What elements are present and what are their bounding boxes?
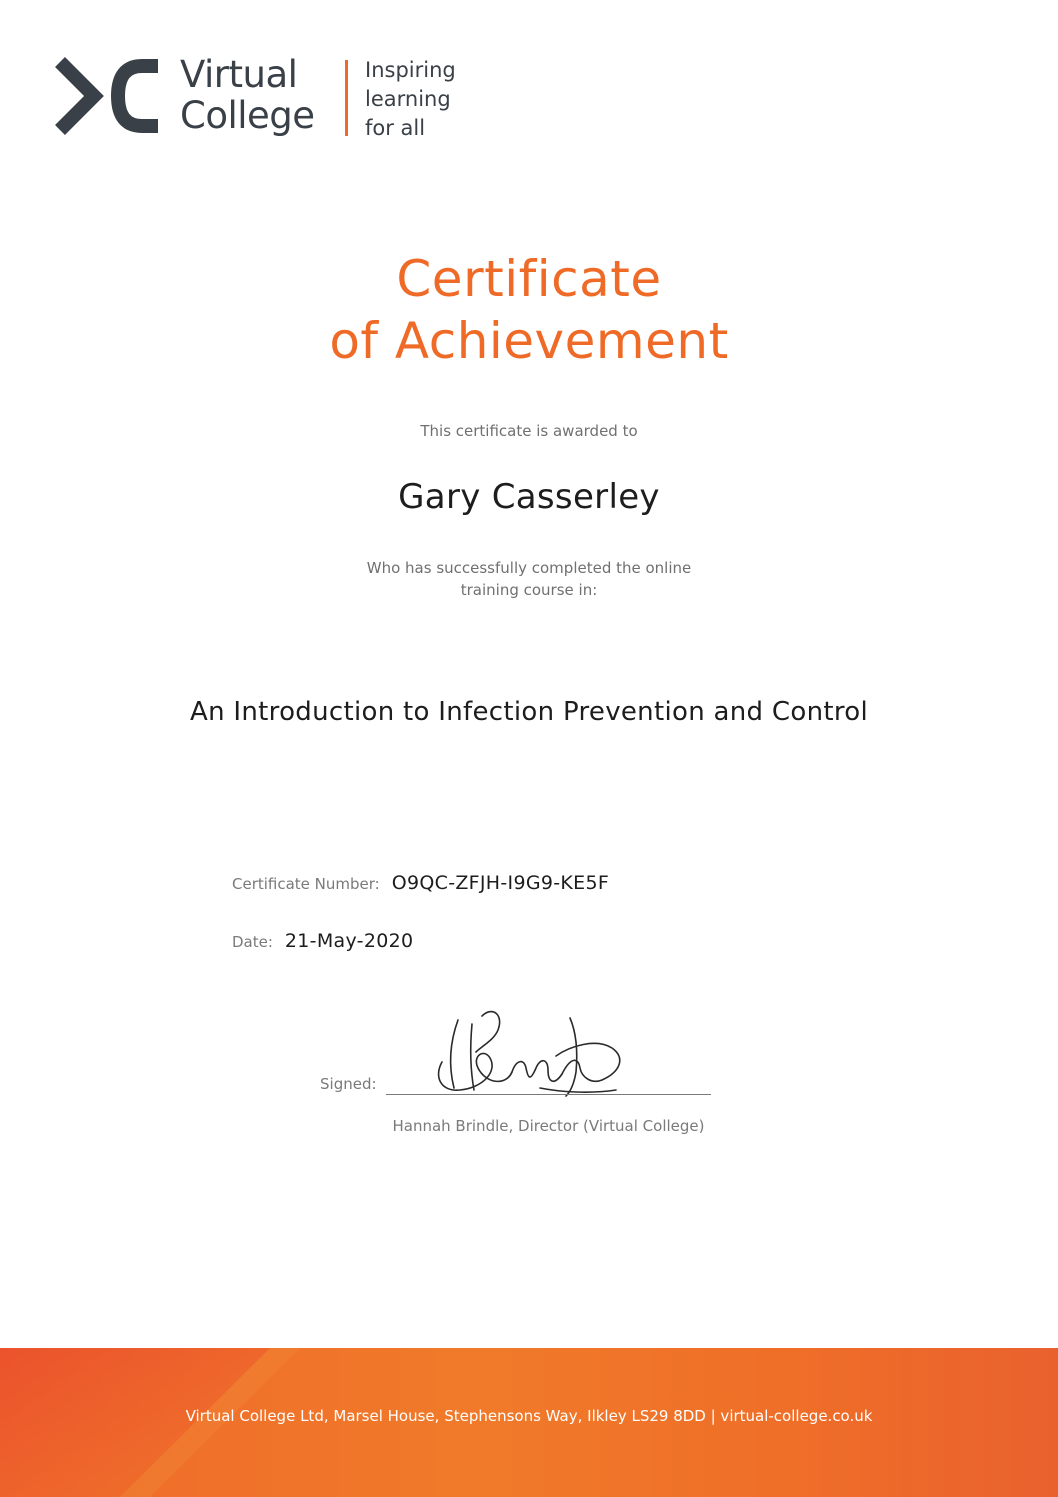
completed-text xyxy=(0,557,1058,601)
logo-tagline xyxy=(365,56,456,143)
date-row xyxy=(232,930,413,952)
completed-text-line1: Who has successfully completed the online xyxy=(366,559,692,577)
logo-tagline-line1: Inspiring xyxy=(365,58,456,82)
logo-name-line1: Virtual xyxy=(180,53,298,96)
awarded-to-text: This certificate is awarded to xyxy=(420,422,638,440)
recipient-name: Gary Casserley xyxy=(398,477,660,517)
certificate-title-line2: of Achievement xyxy=(329,312,729,370)
date-label: Date: xyxy=(232,933,273,951)
logo-mark-icon xyxy=(54,56,164,136)
footer-band xyxy=(0,1348,1058,1497)
completed-text-line2: training course in: xyxy=(460,581,598,599)
logo-name-line2: College xyxy=(180,94,315,137)
certificate-number-value: O9QC-ZFJH-I9G9-KE5F xyxy=(391,872,610,894)
logo-name xyxy=(180,54,315,136)
logo-tagline-line3: for all xyxy=(365,116,426,140)
course-name: An Introduction to Infection Prevention and Control xyxy=(190,697,868,727)
certificate-title xyxy=(0,248,1058,372)
logo-divider xyxy=(345,60,348,136)
certificate-title-line1: Certificate xyxy=(396,250,662,308)
certificate-number-row xyxy=(232,872,609,894)
footer-address: Virtual College Ltd, Marsel House, Stephensons Way, Ilkley LS29 8DD | virtual-college.co.uk xyxy=(185,1407,873,1425)
signature-line xyxy=(386,1094,711,1095)
signed-label: Signed: xyxy=(320,1075,377,1093)
handwritten-signature xyxy=(420,1002,630,1102)
date-value: 21-May-2020 xyxy=(284,930,414,952)
certificate-number-label: Certificate Number: xyxy=(232,875,380,893)
logo-tagline-line2: learning xyxy=(365,87,451,111)
virtual-college-logo xyxy=(54,54,474,144)
signatory-name: Hannah Brindle, Director (Virtual College) xyxy=(392,1117,705,1135)
